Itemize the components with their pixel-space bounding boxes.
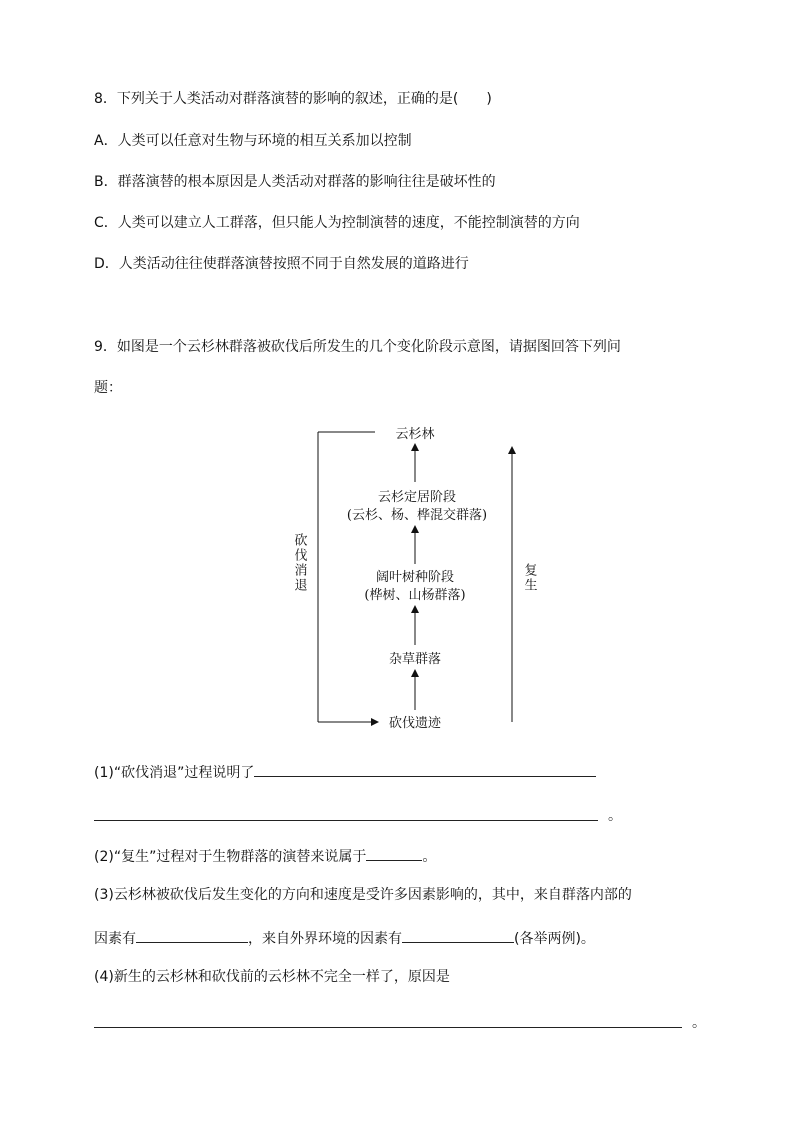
node-spruce-settle-sub: (云杉、杨、桦混交群落) bbox=[346, 508, 488, 523]
succession-diagram bbox=[280, 420, 540, 740]
question-8-option-b: B．群落演替的根本原因是人类活动对群落的影响往往是破坏性的 bbox=[94, 174, 496, 190]
answer-blank-1a[interactable] bbox=[254, 760, 596, 777]
subquestion-4-cont bbox=[94, 1011, 682, 1034]
subquestion-3-post: (各举两例)。 bbox=[514, 931, 595, 947]
subquestion-1 bbox=[94, 760, 596, 783]
label-regrowth: 复生 bbox=[521, 563, 537, 593]
answer-blank-3b[interactable] bbox=[402, 926, 514, 943]
node-spruce-forest: 云杉林 bbox=[395, 427, 435, 442]
period-2: 。 bbox=[422, 849, 437, 865]
node-broadleaf-sub: (桦树、山杨群落) bbox=[364, 588, 466, 603]
question-8-option-c: C．人类可以建立人工群落，但只能人为控制演替的速度，不能控制演替的方向 bbox=[94, 215, 580, 231]
answer-blank-4[interactable] bbox=[94, 1011, 682, 1028]
question-9-stem-line1: 9．如图是一个云杉林群落被砍伐后所发生的几个变化阶段示意图，请据图回答下列问 bbox=[94, 339, 621, 355]
subquestion-1-text: (1)“砍伐消退”过程说明了 bbox=[94, 765, 255, 781]
question-8-option-d: D．人类活动往往使群落演替按照不同于自然发展的道路进行 bbox=[94, 256, 469, 272]
answer-blank-1b[interactable] bbox=[94, 804, 598, 821]
node-weed-community: 杂草群落 bbox=[388, 652, 442, 667]
period-1: 。 bbox=[608, 808, 622, 824]
question-8-stem: 8．下列关于人类活动对群落演替的影响的叙述，正确的是( ) bbox=[94, 91, 492, 107]
node-logging-site: 砍伐遗迹 bbox=[388, 716, 442, 731]
period-4: 。 bbox=[692, 1015, 706, 1031]
subquestion-4: (4)新生的云杉林和砍伐前的云杉林不完全一样了，原因是 bbox=[94, 969, 450, 985]
subquestion-3-pre: 因素有 bbox=[94, 931, 136, 947]
answer-blank-3a[interactable] bbox=[136, 926, 248, 943]
subquestion-2 bbox=[94, 844, 436, 867]
node-spruce-settle: 云杉定居阶段 bbox=[377, 490, 457, 505]
label-logging-decline: 砍伐消退 bbox=[291, 533, 307, 593]
answer-blank-2[interactable] bbox=[366, 844, 422, 861]
subquestion-3-line2 bbox=[94, 926, 595, 949]
question-8-option-a: A．人类可以任意对生物与环境的相互关系加以控制 bbox=[94, 133, 412, 149]
question-9-stem-line2: 题： bbox=[94, 380, 122, 396]
subquestion-2-text: (2)“复生”过程对于生物群落的演替来说属于 bbox=[94, 849, 367, 865]
subquestion-1-cont bbox=[94, 804, 598, 827]
subquestion-3-mid: ，来自外界环境的因素有 bbox=[248, 931, 402, 947]
node-broadleaf: 阔叶树种阶段 bbox=[375, 570, 455, 585]
subquestion-3-line1: (3)云杉林被砍伐后发生变化的方向和速度是受许多因素影响的，其中，来自群落内部的 bbox=[94, 887, 632, 903]
